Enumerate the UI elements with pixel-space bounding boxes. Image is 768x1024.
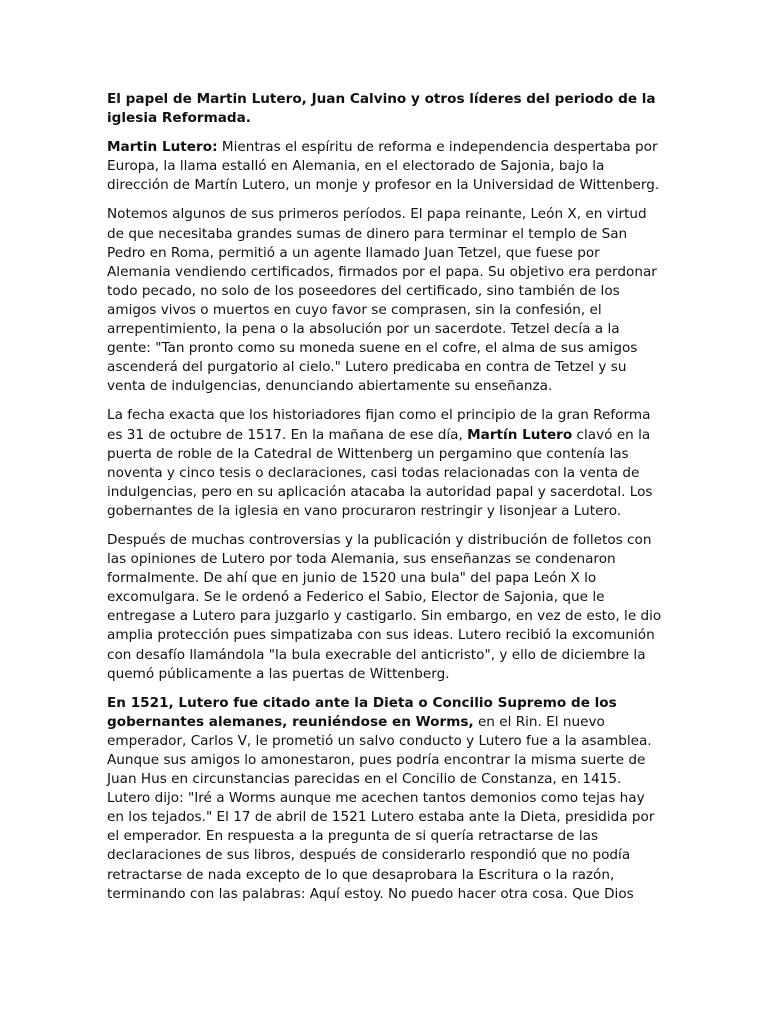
- paragraph-text: Mientras el espíritu de reforma e independencia despertaba por Europa, la llama estalló en Alemania, en el electorado de Sajonia, bajo la dirección de Martín Lutero, un monje y profesor en la Universidad de Wittenberg.: [107, 139, 660, 194]
- paragraph-excomunion: Después de muchas controversias y la publicación y distribución de folletos con las opiniones de Lutero por toda Alemania, sus enseñanzas se condenaron formalmente. De ahí que en junio de 1520 una bula" del papa León X lo excomulgara. Se le ordenó a Federico el Sabio, Elector de Sajonia, que le entregase a Lutero para juzgarlo y castigarlo. Sin embargo, en vez de esto, le dio amplia protección pues simpatizaba con sus ideas. Lutero recibió la excomunión con desafío llamándola "la bula execrable del anticristo", y ello de diciembre la quemó públicamente a las puertas de Wittenberg.: [107, 531, 662, 682]
- paragraph-bold: Martín Lutero: [467, 426, 573, 443]
- paragraph-bold: En 1521, Lutero fue citado ante la Dieta o Concilio Supremo de los gobernantes alemanes, reuniéndose en Worms,: [107, 694, 617, 730]
- paragraph-indulgencias: Notemos algunos de sus primeros períodos. El papa reinante, León X, en virtud de que necesitaba grandes sumas de dinero para terminar el templo de San Pedro en Roma, permitió a un agente llamado Juan Tetzel, que fuese por Alemania vendiendo certificados, firmados por el papa. Su objetivo era perdonar todo pecado, no solo de los poseedores del certificado, sino también de los amigos vivos o muertos en cuyo favor se comprasen, sin la confesión, el arrepentimiento, la pena o la absolución por un sacerdote. Tetzel decía a la gente: "Tan pronto como su moneda suene en el cofre, el alma de sus amigos ascenderá del purgatorio al cielo." Lutero predicaba en contra de Tetzel y su venta de indulgencias, denunciando abiertamente su enseñanza.: [107, 206, 657, 395]
- paragraph-reforma-1517: [107, 406, 663, 521]
- document-title: El papel de Martin Lutero, Juan Calvino y otros líderes del periodo de la iglesia Reformada.: [107, 91, 656, 127]
- paragraph-dieta-worms: [107, 694, 663, 904]
- paragraph-text: La fecha exacta que los historiadores fijan como el principio de la gran Reforma es 31 de octubre de 1517. En la mañana de ese día,: [107, 407, 651, 443]
- paragraph-text: clavó en la puerta de roble de la Catedral de Wittenberg un pergamino que contenía las noventa y cinco tesis o declaraciones, casi todas relacionadas con la venta de indulgencias, pero en su aplicación atacaba la autoridad papal y sacerdotal. Los gobernantes de la iglesia en vano procuraron restringir y lisonjear a Lutero.: [107, 426, 653, 519]
- paragraph-lead: Martin Lutero:: [107, 139, 218, 156]
- document-page: [107, 90, 663, 914]
- paragraph-martin-lutero: [107, 138, 663, 195]
- paragraph-text: en el Rin. El nuevo emperador, Carlos V, le prometió un salvo conducto y Lutero fue a la asamblea. Aunque sus amigos lo amonestaron, pues podría encontrar la misma suerte de Juan Hus en circunstancias parecidas en el Concilio de Constanza, en 1415. Lutero dijo: "Iré a Worms aunque me acechen tantos demonios como tejas hay en los tejados." El 17 de abril de 1521 Lutero estaba ante la Dieta, presidida por el emperador. En respuesta a la pregunta de si quería retractarse de las declaraciones de sus libros, después de considerarlo respondió que no podía retractarse de nada excepto de lo que desaprobara la Escritura o la razón, terminando con las palabras: Aquí estoy. No puedo hacer otra cosa. Que Dios: [107, 713, 655, 902]
